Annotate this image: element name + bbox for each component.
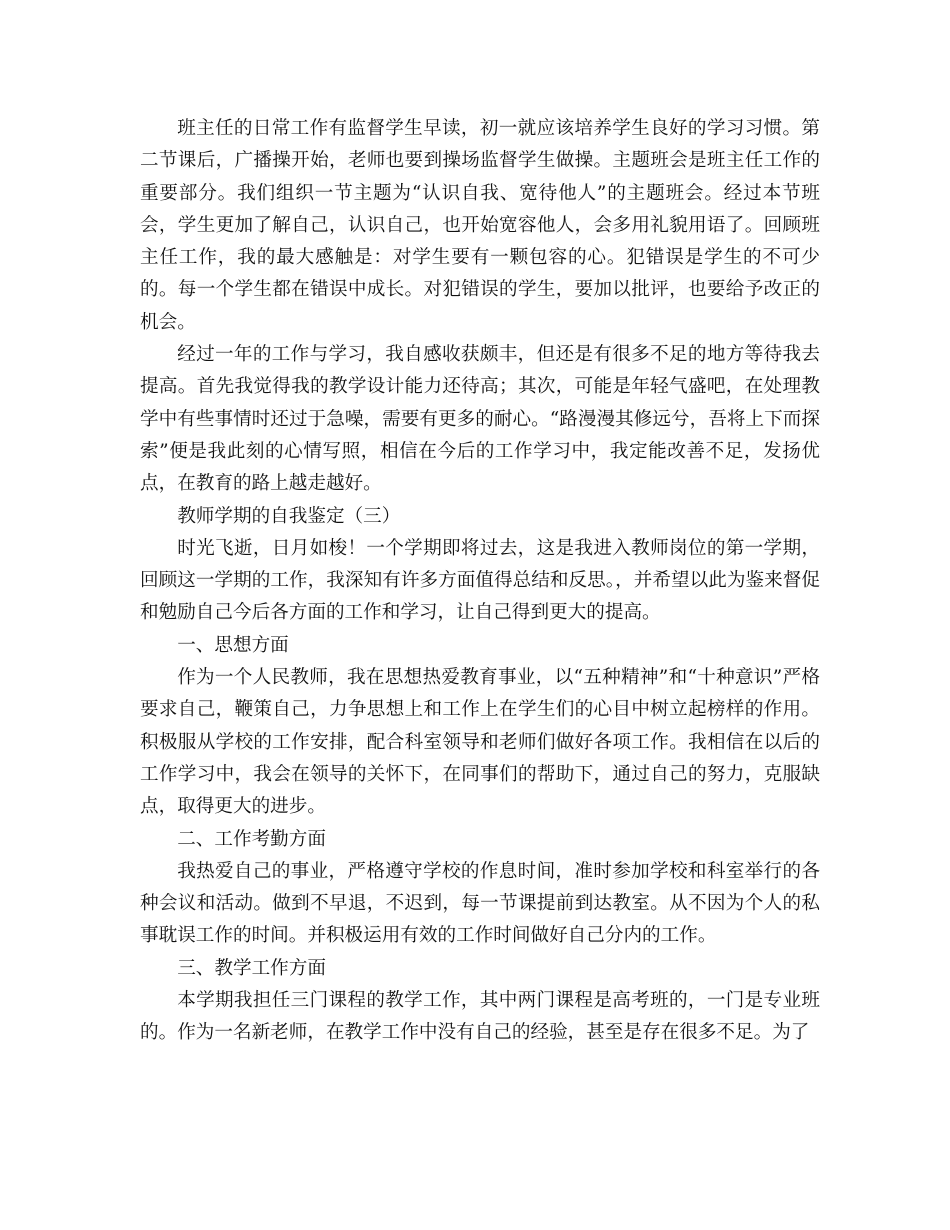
paragraph-teaching: 本学期我担任三门课程的教学工作，其中两门课程是高考班的，一门是专业班的。作为一名新老师，在教学工作中没有自己的经验，甚至是存在很多不足。为了 [140,990,820,1044]
heading-teaching: 三、教学工作方面 [177,957,326,979]
heading-ideology: 一、思想方面 [177,634,289,656]
section-title-self-assessment: 教师学期的自我鉴定（三） [177,505,401,527]
paragraph-attendance: 我热爱自己的事业，严格遵守学校的作息时间，准时参加学校和科室举行的各种会议和活动。做到不早退，不迟到，每一节课提前到达教室。从不因为个人的私事耽误工作的时间。并积极运用有效的工作时间做好自己分内的工作。 [140,860,820,947]
paragraph-year-reflection: 经过一年的工作与学习，我自感收获颇丰，但还是有很多不足的地方等待我去提高。首先我觉得我的教学设计能力还待高；其次，可能是年轻气盛吧，在处理教学中有些事情时还过于急噪，需要有更多的耐心。“路漫漫其修远兮，吾将上下而探索”便是我此刻的心情写照，相信在今后的工作学习中，我定能改善不足，发扬优点，在教育的路上越走越好。 [140,344,820,495]
paragraph-head-teacher-work: 班主任的日常工作有监督学生早读，初一就应该培养学生良好的学习习惯。第二节课后，广播操开始，老师也要到操场监督学生做操。主题班会是班主任工作的重要部分。我们组织一节主题为“认识自我、宽待他人”的主题班会。经过本节班会，学生更加了解自己，认识自己，也开始宽容他人，会多用礼貌用语了。回顾班主任工作，我的最大感触是：对学生要有一颗包容的心。犯错误是学生的不可少的。每一个学生都在错误中成长。对犯错误的学生，要加以批评，也要给予改正的机会。 [140,118,820,333]
document-body [140,113,820,1050]
paragraph-semester-intro: 时光飞逝，日月如梭！一个学期即将过去，这是我进入教师岗位的第一学期，回顾这一学期的工作，我深知有许多方面值得总结和反思。，并希望以此为鉴来督促和勉励自己今后各方面的工作和学习，让自己得到更大的提高。 [140,537,820,624]
heading-attendance: 二、工作考勤方面 [177,828,326,850]
paragraph-ideology: 作为一个人民教师，我在思想热爱教育事业，以“五种精神”和“十种意识”严格要求自己，鞭策自己，力争思想上和工作上在学生们的心目中树立起榜样的作用。积极服从学校的工作安排，配合科室领导和老师们做好各项工作。我相信在以后的工作学习中，我会在领导的关怀下，在同事们的帮助下，通过自己的努力，克服缺点，取得更大的进步。 [140,667,820,818]
